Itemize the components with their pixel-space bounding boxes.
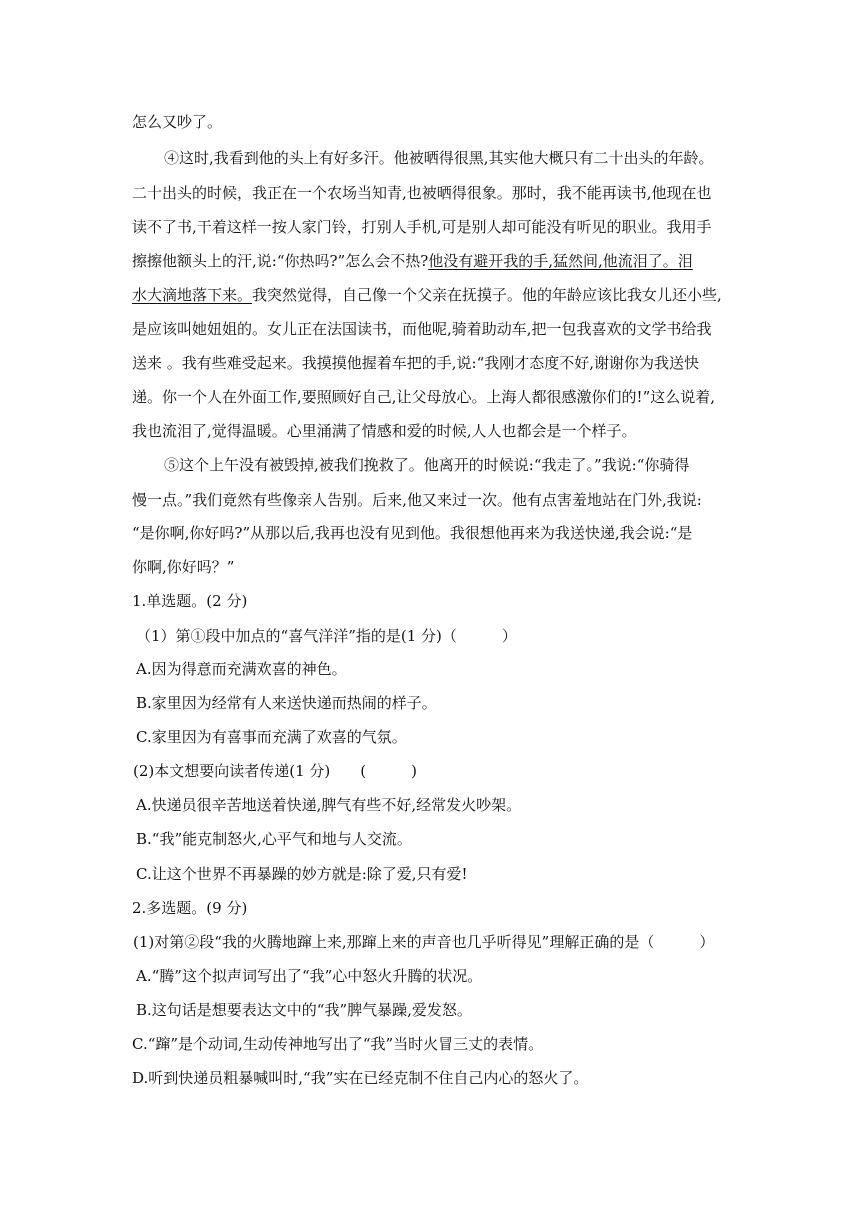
question-2-1: (1)对第②段“我的火腾地蹿上来,那蹿上来的声音也几乎听得见”理解正确的是（ ） xyxy=(133,933,715,951)
question-2-1-option-b: B.这句话是想要表达文中的“我”脾气暴躁,爱发怒。 xyxy=(136,1001,472,1019)
question-1-2-option-b: B.“我”能克制怒火,心平气和地与人交流。 xyxy=(136,830,412,848)
paragraph-5-line-3: “是你啊,你好吗?”从那以后,我再也没有见到他。我很想他再来为我送快递,我会说:“是 xyxy=(132,524,693,542)
paragraph-4-line-2: 二十出头的时候，我正在一个农场当知青,也被晒得很象。那时，我不能再读书,他现在也 xyxy=(132,184,712,202)
paragraph-5-line-1: ⑤这个上午没有被毁掉,被我们挽救了。他离开的时候说:“我走了。”我说:“你骑得 xyxy=(164,456,690,474)
paragraph-5-line-4: 你啊,你好吗？” xyxy=(132,558,235,576)
paragraph-4-line-8: 递。你一个人在外面工作,要照顾好自己,让父母放心。上海人都很感激你们的!”这么说着, xyxy=(132,388,716,406)
underlined-sentence-part-2: 水大滴地落下来。 xyxy=(132,286,253,304)
question-1-1-option-a: A.因为得意而充满欢喜的神色。 xyxy=(136,660,347,678)
question-2-1-option-d: D.听到快递员粗暴喊叫时,“我”实在已经克制不住自己内心的怒火了。 xyxy=(132,1069,589,1087)
question-2-title: 2.多选题。(9 分) xyxy=(132,899,248,917)
question-2-1-option-c: C.“蹿”是个动词,生动传神地写出了“我”当时火冒三丈的表情。 xyxy=(132,1035,544,1053)
paragraph-4-line-7: 送来 。我有些难受起来。我摸摸他握着车把的手,说:“我刚才态度不好,谢谢你为我送快 xyxy=(132,354,700,372)
paragraph-4-line-6: 是应该叫她妞姐的。女儿正在法国读书，而他呢,骑着助动车,把一包我喜欢的文学书给我 xyxy=(132,320,712,338)
paragraph-4-line-4 xyxy=(132,251,736,271)
paragraph-4-line-3: 读不了书,干着这样一按人家门铃，打别人手机,可是别人却可能没有听见的职业。我用手 xyxy=(132,218,712,236)
paragraph-4-line-5-text: 我突然觉得，自己像一个父亲在抚摸子。他的年龄应该比我女儿还小些, xyxy=(252,286,722,304)
question-1-1-option-c: C.家里因为有喜事而充满了欢喜的气氛。 xyxy=(136,728,407,746)
paragraph-4-line-4-text: 擦擦他额头上的汗,说:“你热吗?”怎么会不热? xyxy=(132,252,429,270)
paragraph-3-end: 怎么又吵了。 xyxy=(132,113,223,131)
paragraph-5-line-2: 慢一点。”我们竟然有些像亲人告别。后来,他又来过一次。他有点害羞地站在门外,我说: xyxy=(132,491,702,509)
paragraph-4-line-1: ④这时,我看到他的头上有好多汗。他被晒得很黑,其实他大概只有二十出头的年龄。 xyxy=(164,149,714,167)
question-1-1: （1）第①段中加点的“喜气洋洋”指的是(1 分)（ ） xyxy=(136,627,517,645)
question-1-2: (2)本文想要向读者传递(1 分) ( ) xyxy=(133,762,417,780)
question-2-1-option-a: A.“腾”这个拟声词写出了“我”心中怒火升腾的状况。 xyxy=(136,967,483,985)
paragraph-4-line-5 xyxy=(132,285,736,305)
question-1-1-option-b: B.家里因为经常有人来送快递而热闹的样子。 xyxy=(136,694,437,712)
paragraph-4-line-9: 我也流泪了,觉得温暖。心里涌满了情感和爱的时候,人人也都会是一个样子。 xyxy=(132,422,637,440)
question-1-2-option-c: C.让这个世界不再暴躁的妙方就是:除了爱,只有爱! xyxy=(136,865,468,883)
question-1-title: 1.单选题。(2 分) xyxy=(132,592,248,610)
underlined-sentence-part-1: 他没有避开我的手,猛然间,他流泪了。泪 xyxy=(428,252,693,270)
question-1-2-option-a: A.快递员很辛苦地送着快递,脾气有些不好,经常发火吵架。 xyxy=(136,796,522,814)
